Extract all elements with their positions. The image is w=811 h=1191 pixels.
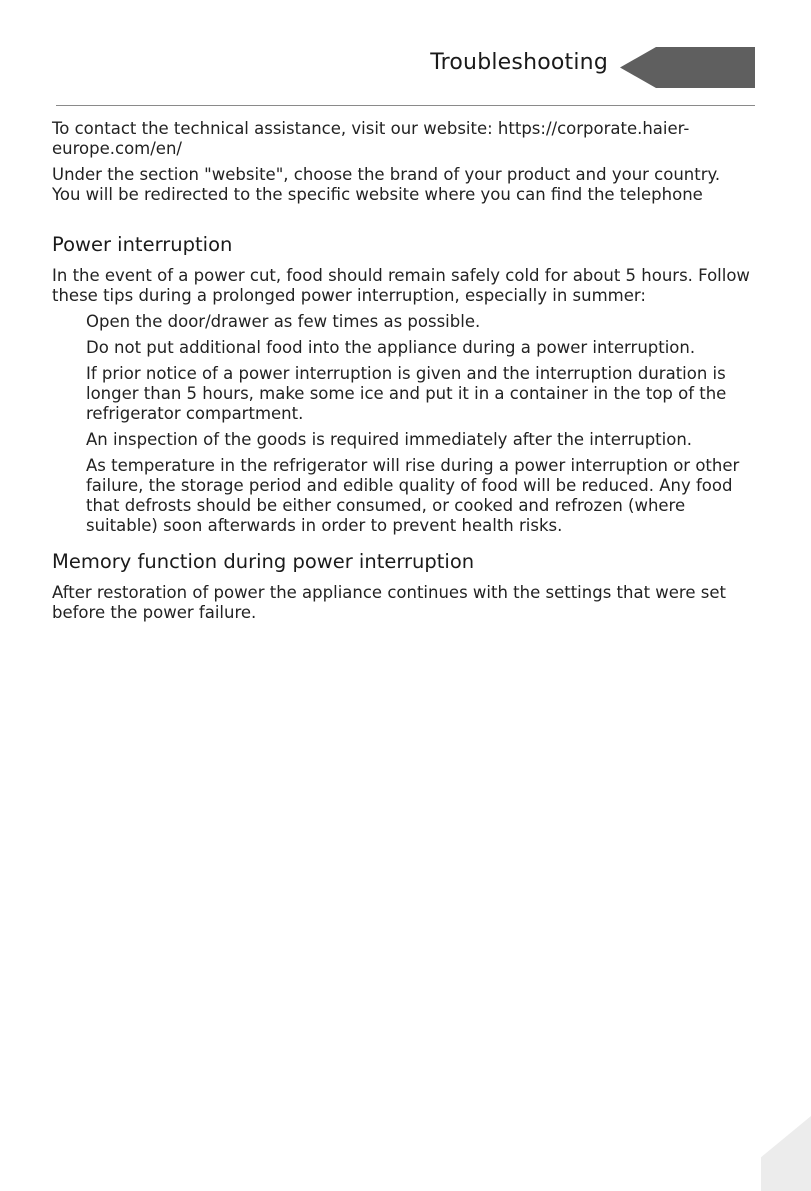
list-item: Open the door/drawer as few times as possible.	[86, 312, 481, 331]
contact-paragraph: To contact the technical assistance, visit our website: https://corporate.haier-europe.com/en/	[52, 119, 690, 158]
section-tab-marker	[620, 47, 755, 88]
power-interruption-intro: In the event of a power cut, food should remain safely cold for about 5 hours. Follow these tips during a prolonged power interruption, especially in summer:	[52, 266, 750, 305]
website-instructions-paragraph: Under the section "website", choose the brand of your product and your country. You will be redirected to the specific website where you can find the telephone	[52, 165, 721, 204]
memory-function-heading: Memory function during power interruption	[52, 550, 475, 573]
page-section-title: Troubleshooting	[430, 50, 608, 75]
memory-function-text: After restoration of power the appliance continues with the settings that were set before the power failure.	[52, 583, 726, 622]
list-item: An inspection of the goods is required immediately after the interruption.	[86, 430, 693, 449]
list-item: As temperature in the refrigerator will rise during a power interruption or other failure, the storage period and edible quality of food will be reduced. Any food that defrosts should be either consumed, or cooked and refrozen (where suitable) soon afterwards in order to prevent health risks.	[86, 456, 740, 535]
list-item: If prior notice of a power interruption is given and the interruption duration is longer than 5 hours, make some ice and put it in a container in the top of the refrigerator compartment.	[86, 364, 727, 423]
power-interruption-tips-list	[52, 312, 752, 536]
list-item: Do not put additional food into the appliance during a power interruption.	[86, 338, 696, 357]
page-corner-decoration	[761, 1116, 811, 1191]
header-divider	[56, 105, 755, 106]
power-interruption-heading: Power interruption	[52, 233, 233, 256]
page-content	[52, 119, 752, 629]
